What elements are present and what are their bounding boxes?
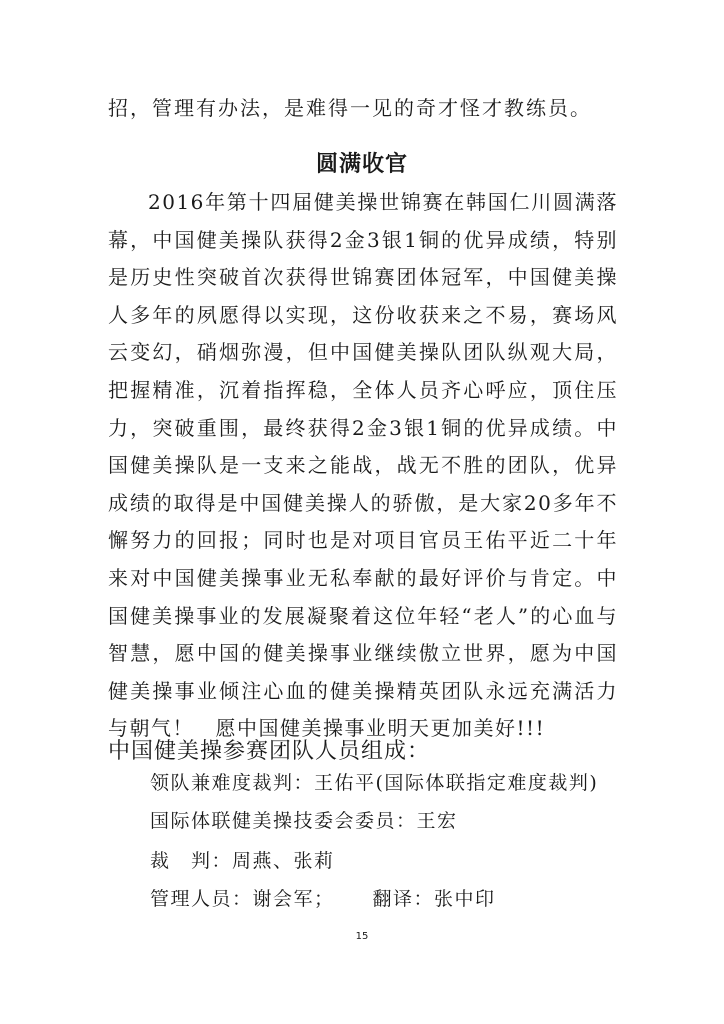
body-paragraph-block xyxy=(108,184,618,748)
team-composition-title: 中国健美操参赛团队人员组成： xyxy=(108,739,431,764)
page-number: 15 xyxy=(355,931,369,942)
member-leader: 领队兼难度裁判：王佑平(国际体联指定难度裁判) xyxy=(150,772,599,794)
section-heading: 圆满收官 xyxy=(315,152,408,177)
body-paragraph: 2016年第十四届健美操世锦赛在韩国仁川圆满落幕，中国健美操队获得2金3银1铜的优异成绩，特别是历史性突破首次获得世锦赛团体冠军，中国健美操人多年的夙愿得以实现，这份收获来之不易，赛场风云变幻，硝烟弥漫，但中国健美操队团队纵观大局，把握精准，沉着指挥稳，全体人员齐心呼应，顶住压力，突破重围，最终获得2金3银1铜的优异成绩。中国健美操队是一支来之能战，战无不胜的团队，优异成绩的取得是中国健美操人的骄傲，是大家20多年不懈努力的回报；同时也是对项目官员王佑平近二十年来对中国健美操事业无私奉献的最好评价与肯定。中国健美操事业的发展凝聚着这位年轻“老人”的心血与智慧，愿中国的健美操事业继续傲立世界，愿为中国健美操事业倾注心血的健美操精英团队永远充满活力与朝气！ 愿中国健美操事业明天更加美好!!! xyxy=(108,190,618,741)
member-translator: 翻译：张中印 xyxy=(372,888,496,910)
member-manager: 管理人员：谢会军； xyxy=(150,888,335,910)
continuation-line: 招，管理有办法，是难得一见的奇才怪才教练员。 xyxy=(108,96,592,120)
member-staff-line xyxy=(150,884,496,911)
member-judges: 裁 判：周燕、张莉 xyxy=(150,850,335,872)
member-committee: 国际体联健美操技委会委员：王宏 xyxy=(150,810,458,832)
